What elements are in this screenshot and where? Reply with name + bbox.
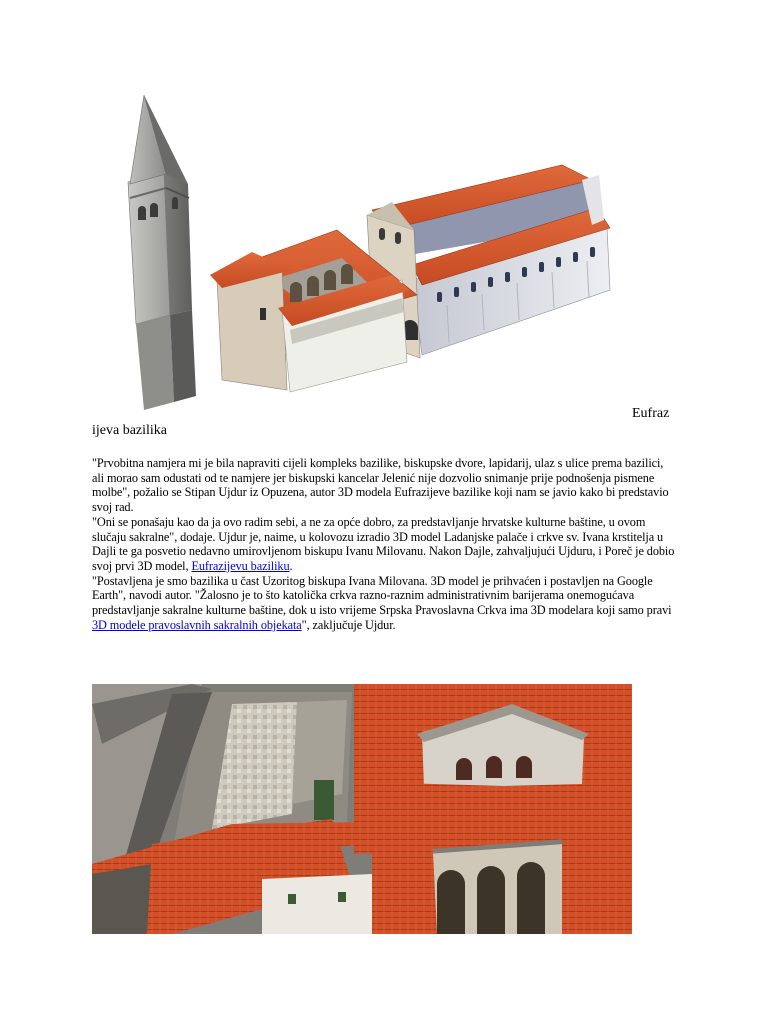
paragraph-text: ", zaključuje Ujdur. xyxy=(301,617,396,632)
paragraph-text: "Postavljena je smo bazilika u čast Uzoritog biskupa Ivana Milovana. 3D model je prihvaćen i postavljen na Google Earth", navodi autor. "Žalosno je to što katolička crkva razno-raznim administrativnim barijerama onemogućava predstavljanje sakralne kulturne baštine, dok u isto vrijeme Srpska Pravoslavna Crkva ima 3D modelara koji samo pravi xyxy=(92,573,672,618)
basilica-3d-model-image xyxy=(92,80,637,415)
paragraph-text: "Prvobitna namjera mi je bila napraviti cijeli kompleks bazilike, biskupske dvore, lapidarij, ulaz s ulice prema bazilici, ali morao sam odustati od te namjere jer biskupski kancelar Jelenić nije dozvolio snimanje prije podnošenja pismene molbe", požalio se Stipan Ujdur iz Opuzena, autor 3D modela Eufrazijeve bazilike koji nam se javio kako bi predstavio svoj rad. xyxy=(92,456,669,515)
paragraph-text: "Oni se ponašaju kao da ja ovo radim sebi, a ne za opće dobro, za predstavljanje hrvatske kulturne baštine, u ovom slučaju sakralne", dodaje. Ujdur je, naime, u kolovozu izradio 3D model Ladanjske palače i crkve sv. Ivana krstitelja u Dajli te ga posvetio nedavno umirovljenom biskupu Ivanu Milovanu. Nakon Dajle, zahvaljujući Ujduru, i Poreč je dobio svoj prvi 3D model, xyxy=(92,514,675,573)
article-paragraph xyxy=(92,574,677,633)
paragraph-text: . xyxy=(289,558,293,573)
orthodox-3d-models-link[interactable]: 3D modele pravoslavnih sakralnih objekata xyxy=(92,617,302,632)
article-paragraph xyxy=(92,456,677,515)
figure-caption-start: Eufraz xyxy=(632,406,670,421)
figure-caption-end: ijeva bazilika xyxy=(92,423,168,438)
basilica-aerial-render-image xyxy=(92,684,632,934)
article-body xyxy=(92,456,677,632)
article-paragraph xyxy=(92,515,677,574)
euphrasian-basilica-link[interactable]: Eufrazijevu baziliku xyxy=(191,558,290,573)
